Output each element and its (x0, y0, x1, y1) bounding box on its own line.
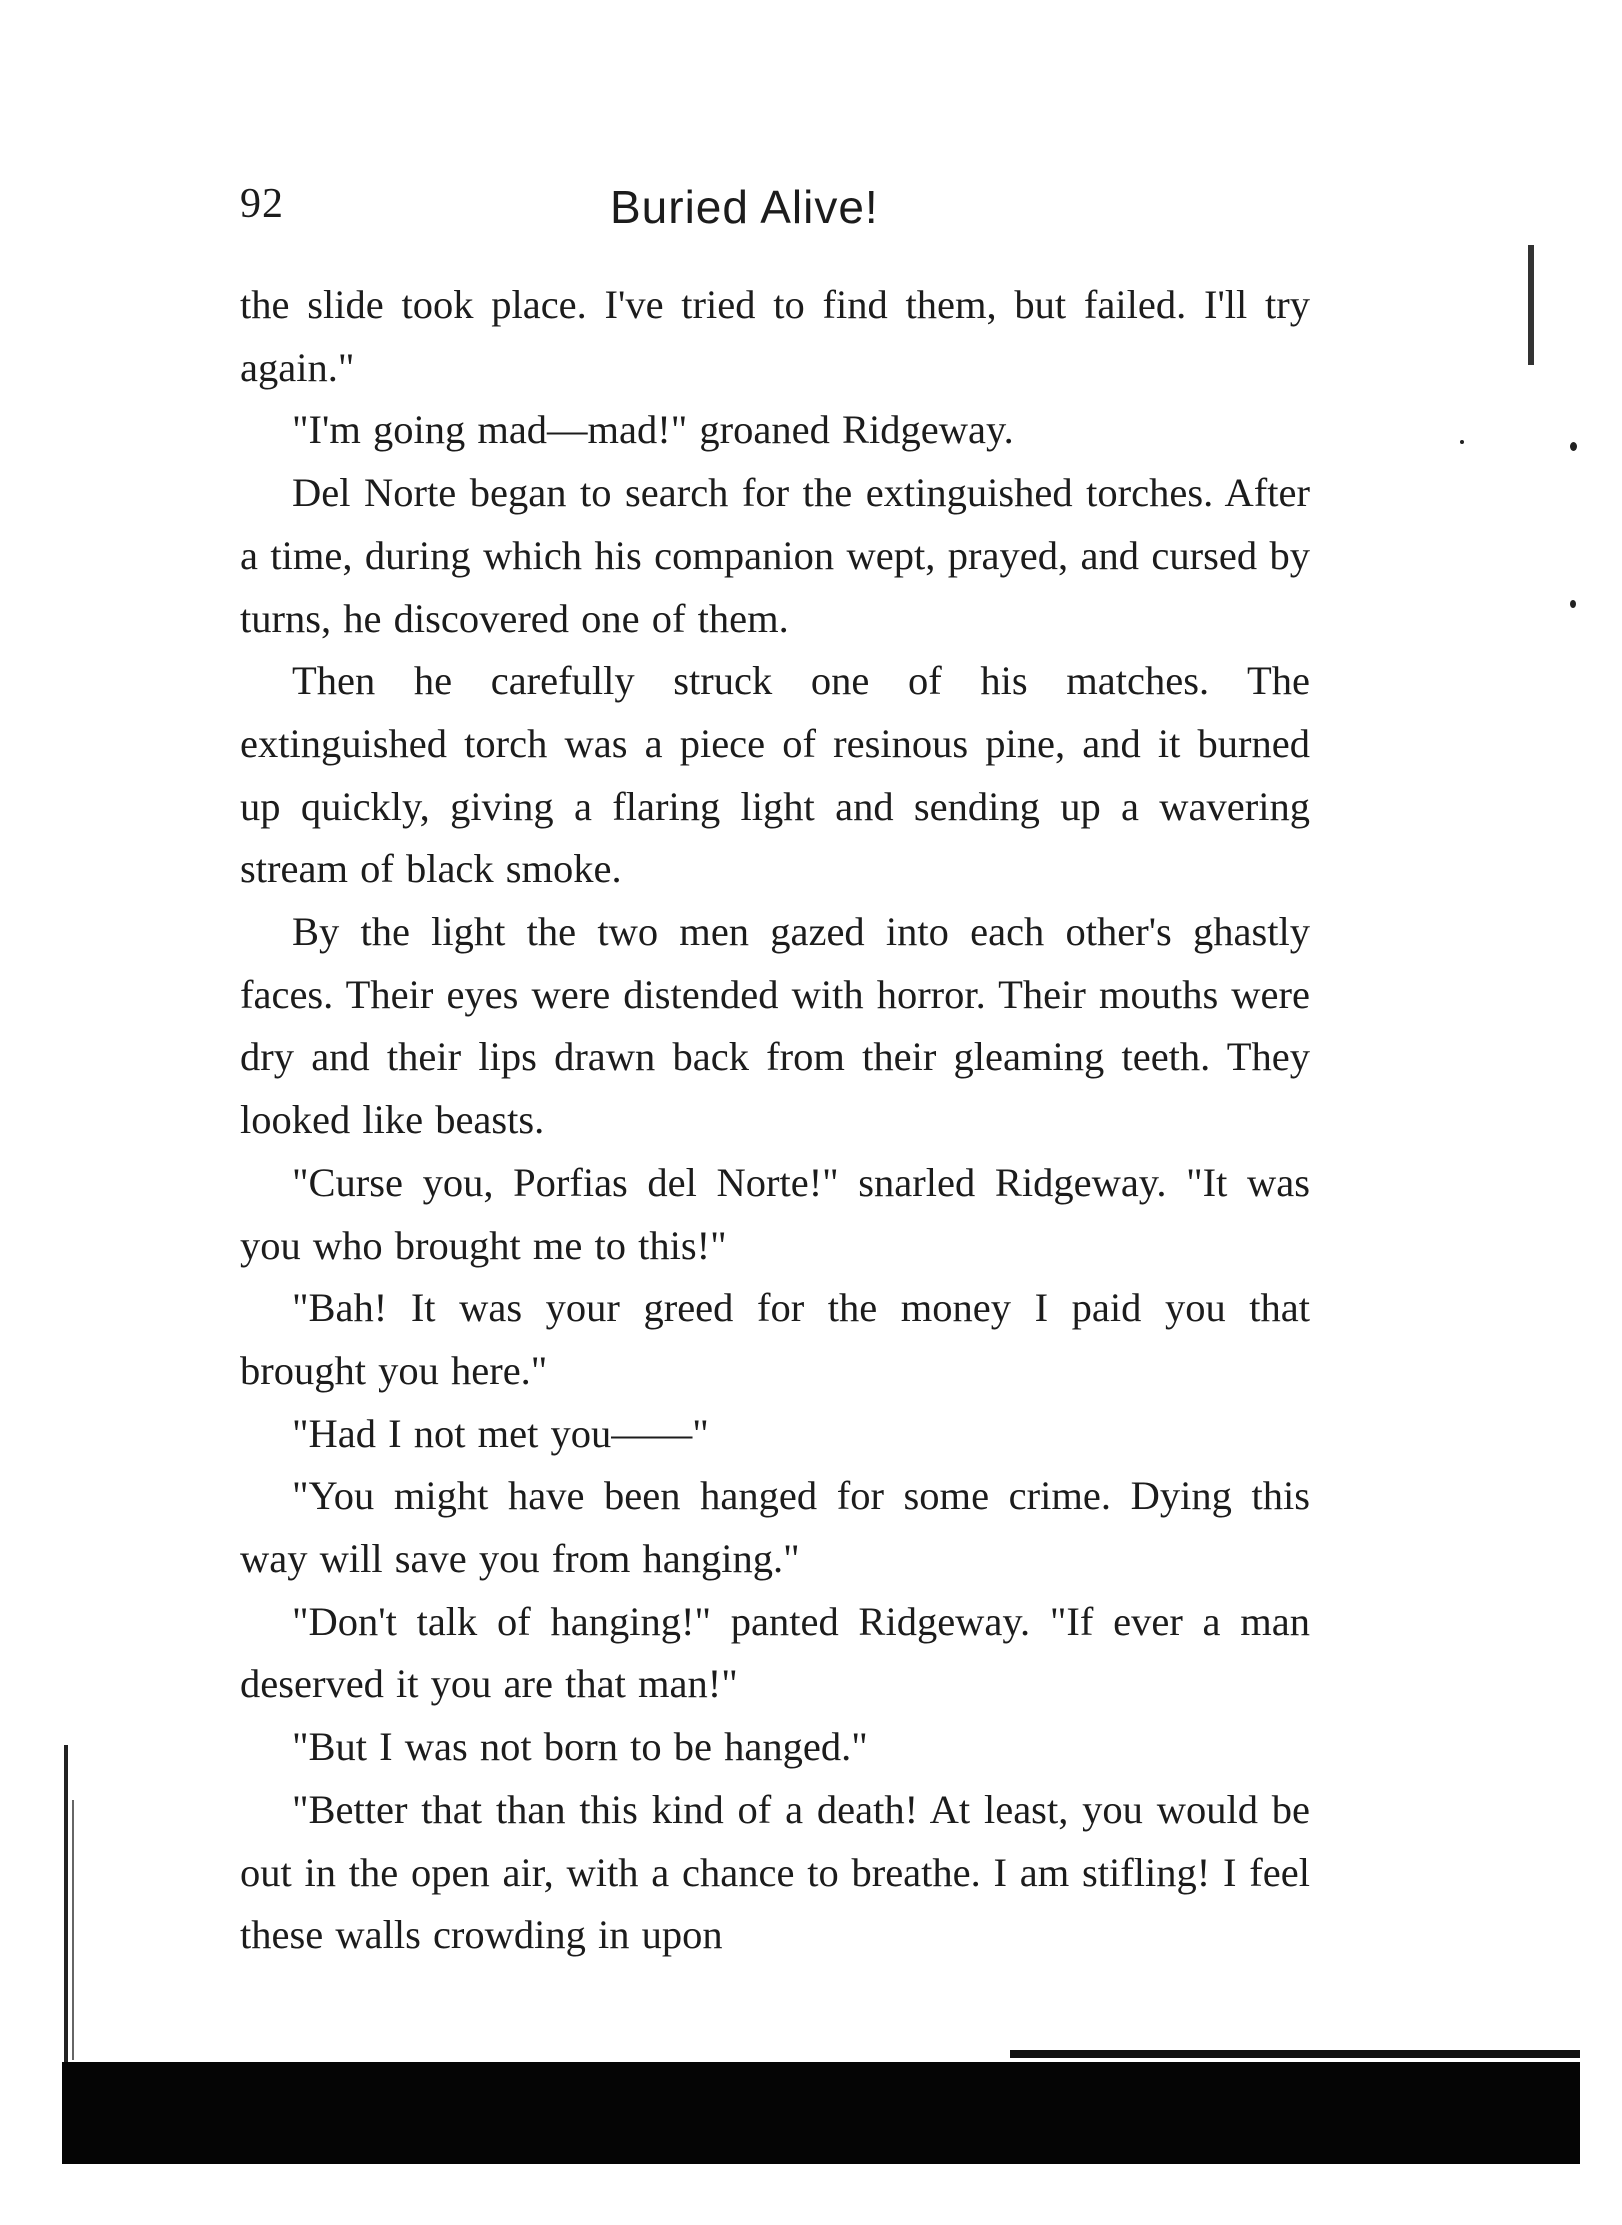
paragraph: "Had I not met you——" (292, 1410, 709, 1456)
body-text (240, 274, 1310, 1967)
paragraph: "Bah! It was your greed for the money I paid you that brought you here." (240, 1285, 1310, 1393)
paragraph: "You might have been hanged for some crime. Dying this way will save you from hanging." (240, 1473, 1310, 1582)
scan-edge-shadow (64, 1745, 68, 2075)
running-title: Buried Alive! (610, 181, 879, 233)
paragraph: Del Norte began to search for the extinguished torches. After a time, during which his companion wept, prayed, and cursed by turns, he discovered one of them. (240, 470, 1310, 641)
page-number: 92 (240, 181, 284, 227)
page-header (240, 180, 1310, 260)
paragraph: "Don't talk of hanging!" panted Ridgeway. "If ever a man deserved it you are that man!" (240, 1598, 1310, 1707)
scan-speck (1570, 442, 1577, 451)
scan-speck (1570, 600, 1576, 608)
scan-bottom-shadow (1010, 2050, 1580, 2058)
paragraph: "But I was not born to be hanged." (292, 1724, 868, 1770)
scan-margin-mark (1528, 245, 1534, 365)
scan-bottom-shadow (62, 2062, 1580, 2164)
paragraph: "I'm going mad—mad!" groaned Ridgeway. (292, 407, 1014, 453)
paragraph: the slide took place. I've tried to find them, but failed. I'll try again." (240, 282, 1310, 390)
scan-edge-shadow (72, 1800, 74, 2060)
paragraph: By the light the two men gazed into each other's ghastly faces. Their eyes were distended with horror. Their mouths were dry and their lips drawn back from their gleaming teeth. They looked like beasts. (240, 909, 1310, 1143)
scan-speck (1460, 440, 1464, 444)
paragraph: "Better that than this kind of a death! At least, you would be out in the open air, with a chance to breathe. I am stifling! I feel these walls crowding in upon (240, 1786, 1310, 1958)
paragraph: "Curse you, Porfias del Norte!" snarled Ridgeway. "It was you who brought me to this!" (240, 1159, 1310, 1268)
paragraph: Then he carefully struck one of his matches. The extinguished torch was a piece of resinous pine, and it burned up quickly, giving a flaring light and sending up a wavering stream of black smoke. (240, 658, 1310, 892)
